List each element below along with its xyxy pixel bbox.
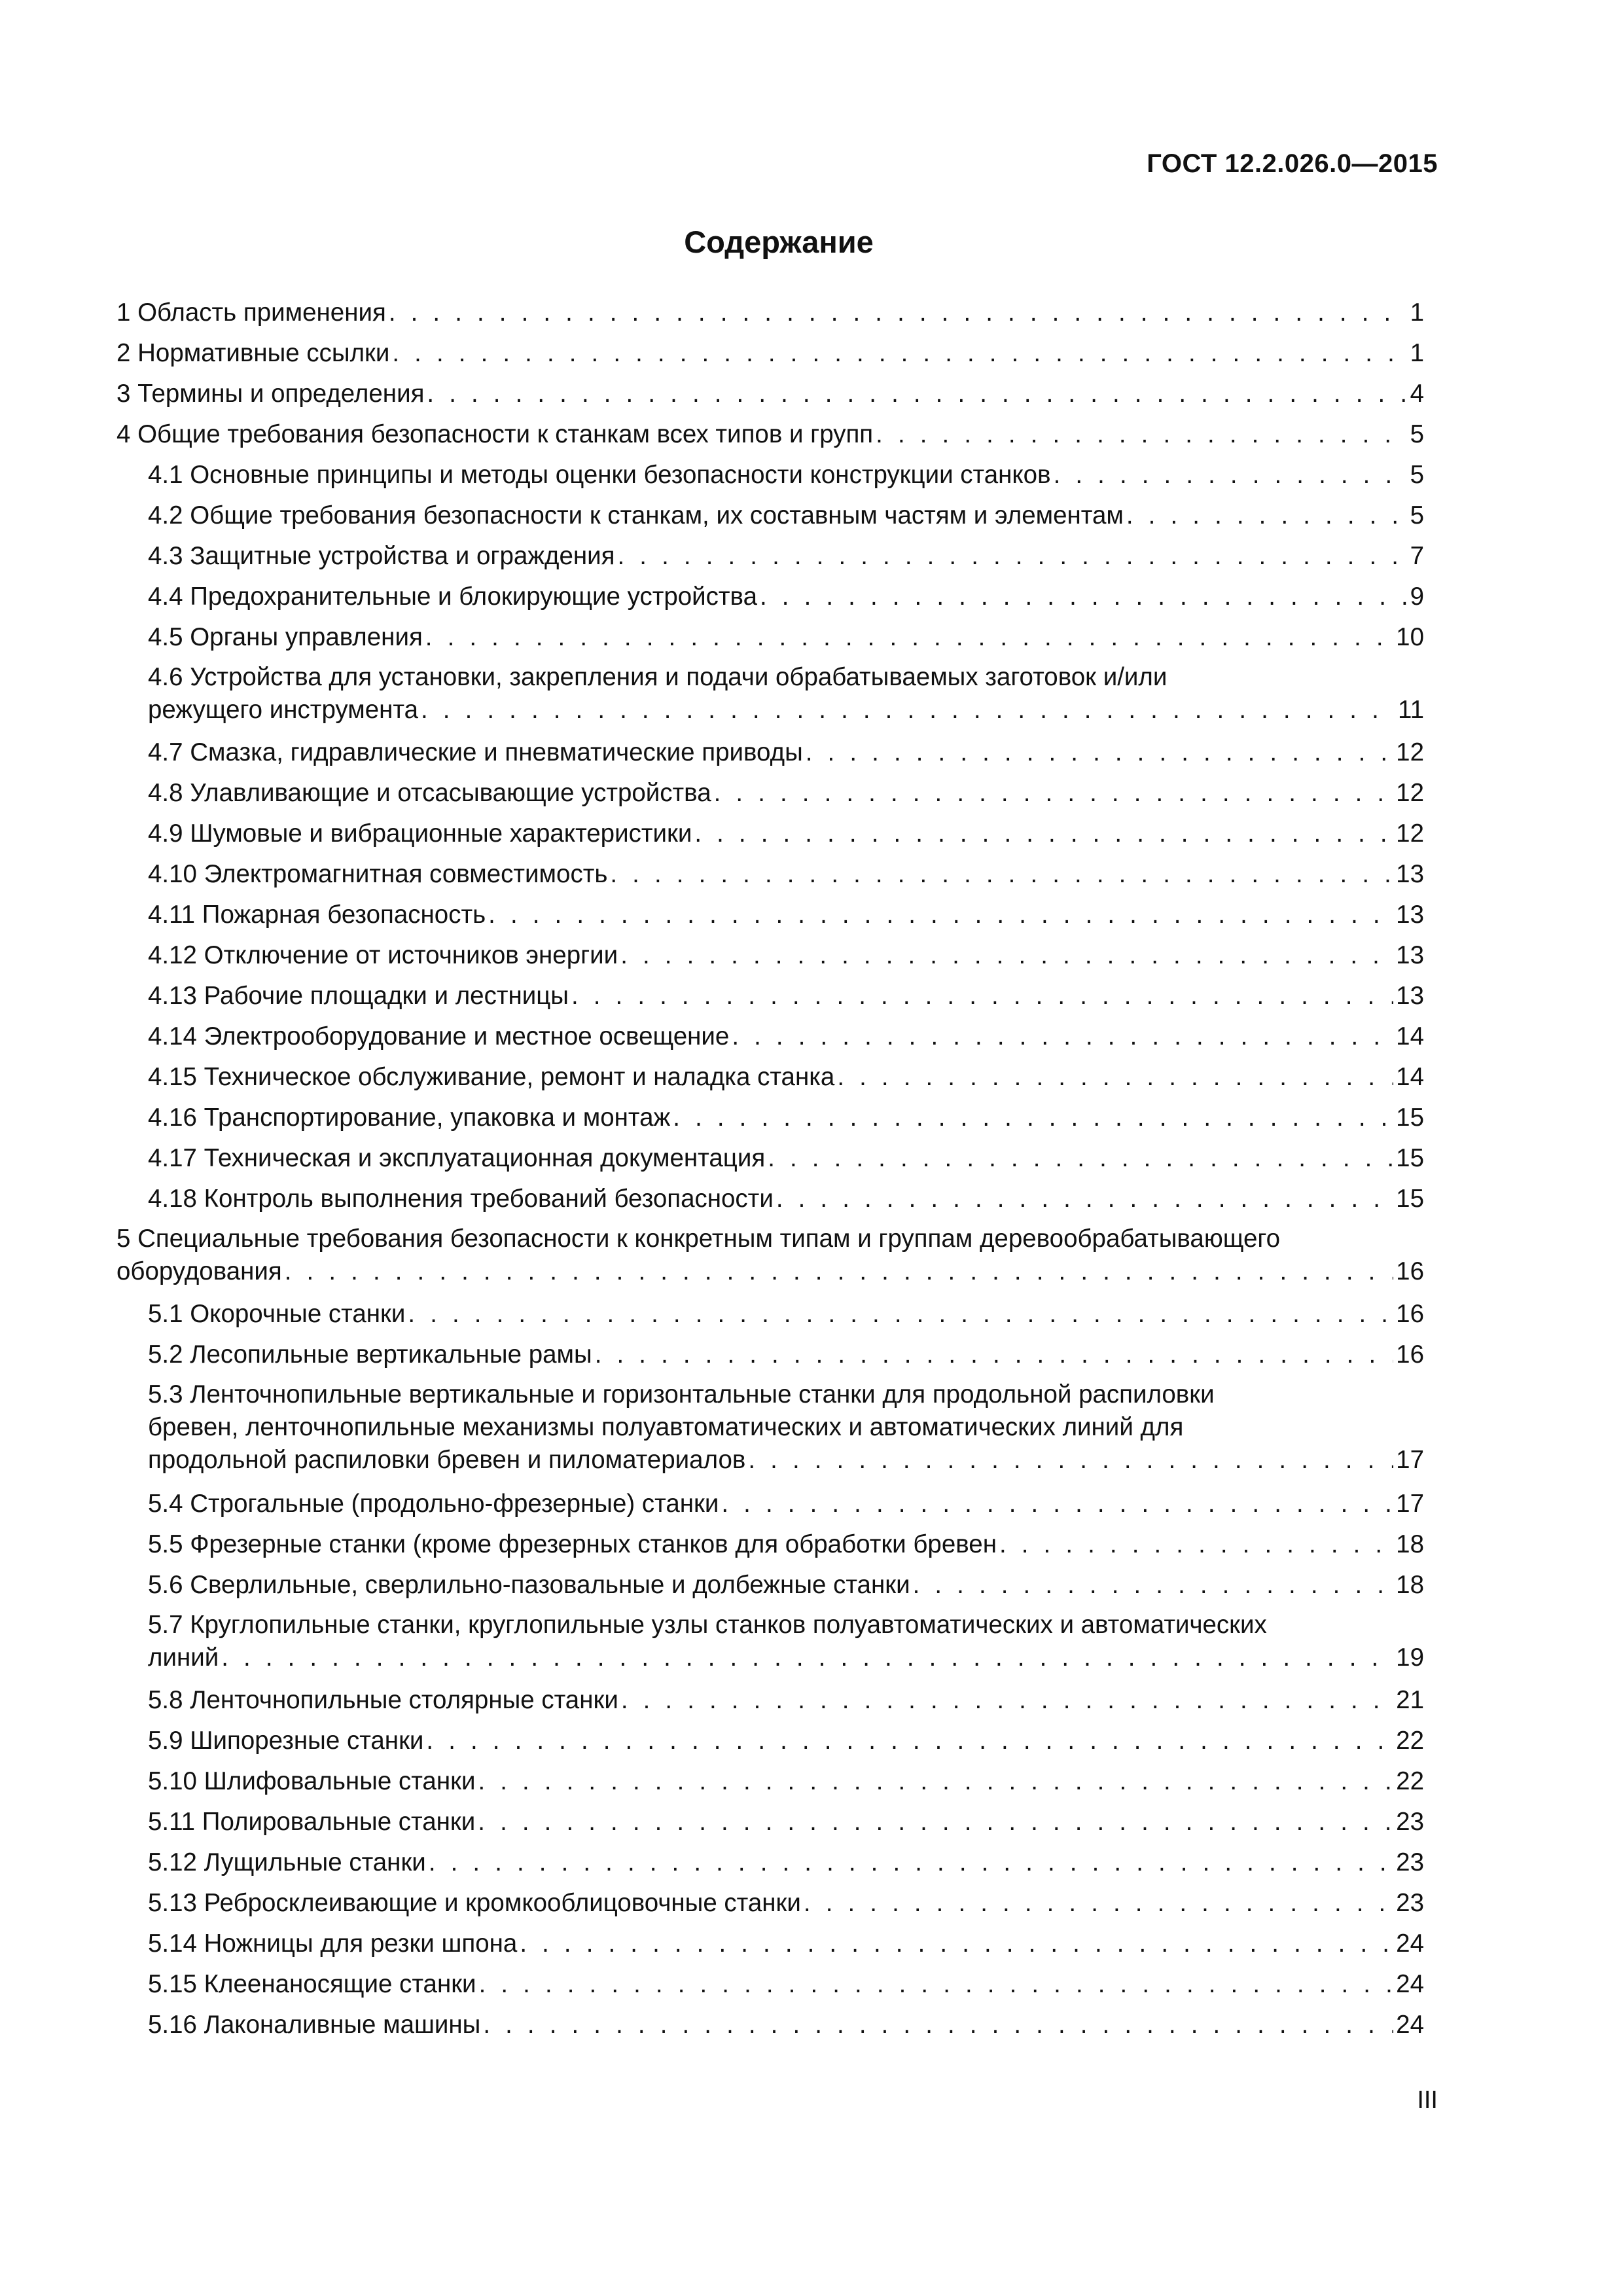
toc-leader-dots — [714, 776, 1394, 810]
toc-page-number: 23 — [1396, 1808, 1424, 1836]
toc-page-number: 11 — [1398, 696, 1424, 724]
toc-leader-dots — [620, 939, 1393, 973]
toc-leader-dots — [571, 979, 1393, 1013]
toc-leader-dots — [999, 1528, 1393, 1562]
toc-entry-text: 4.18 Контроль выполнения требований безопасности — [148, 1185, 774, 1213]
toc-page-number: 22 — [1396, 1767, 1424, 1795]
toc-leader-dots — [621, 1683, 1393, 1717]
toc-page-number: 12 — [1396, 738, 1424, 766]
toc-entry-text: 5.9 Шипорезные станки — [148, 1727, 424, 1755]
toc-leader-dots — [618, 539, 1408, 573]
toc-leader-dots — [1126, 499, 1408, 533]
toc-entry[interactable] — [116, 817, 1424, 851]
toc-leader-dots — [488, 898, 1393, 932]
toc-entry-text: 4.11 Пожарная безопасность — [148, 901, 486, 929]
toc-page-number: 15 — [1396, 1144, 1424, 1172]
toc-entry[interactable] — [116, 1297, 1424, 1331]
toc-leader-dots — [595, 1338, 1393, 1372]
toc-entry-text: 4.5 Органы управления — [148, 623, 423, 651]
toc-page-number: 16 — [1396, 1300, 1424, 1328]
toc-entry[interactable] — [116, 1568, 1424, 1602]
toc-entry[interactable] — [116, 418, 1424, 452]
toc-entry-text: 4.13 Рабочие площадки и лестницы — [148, 982, 569, 1010]
toc-page-number: 5 — [1410, 501, 1424, 529]
toc-leader-dots — [732, 1020, 1393, 1054]
toc-entry[interactable] — [116, 1805, 1424, 1839]
toc-entry-text: 5.8 Ленточнопильные столярные станки — [148, 1686, 618, 1714]
toc-entry[interactable] — [116, 776, 1424, 810]
toc-leader-dots — [221, 1641, 1393, 1674]
toc-entry[interactable] — [116, 1338, 1424, 1372]
toc-entry-text: бревен, ленточнопильные механизмы полуавтоматических и автоматических линий для — [148, 1413, 1184, 1441]
toc-entry[interactable] — [116, 1487, 1424, 1521]
toc-entry-text: 4.14 Электрооборудование и местное освещение — [148, 1022, 730, 1050]
toc-leader-dots — [804, 1886, 1393, 1920]
toc-entry[interactable] — [116, 1378, 1424, 1480]
toc-entry[interactable] — [116, 1967, 1424, 2001]
toc-entry-text: 4.9 Шумовые и вибрационные характеристики — [148, 819, 692, 848]
toc-entry[interactable] — [116, 1846, 1424, 1880]
toc-entry-text: 4.15 Техническое обслуживание, ремонт и наладка станка — [148, 1063, 835, 1091]
toc-page-number: 9 — [1410, 583, 1424, 611]
toc-entry[interactable] — [116, 458, 1424, 492]
toc-entry[interactable] — [116, 2008, 1424, 2042]
toc-entry-text: режущего инструмента — [148, 696, 418, 724]
toc-leader-dots — [429, 1846, 1393, 1880]
toc-entry-text: 4.2 Общие требования безопасности к станкам, их составным частям и элементам — [148, 501, 1124, 529]
toc-entry-text: 5.16 Лаконаливные машины — [148, 2011, 481, 2039]
toc-page-number: 17 — [1396, 1446, 1424, 1474]
toc-page-number: 5 — [1410, 420, 1424, 448]
toc-entry[interactable] — [116, 1886, 1424, 1920]
toc-entry-text: 5.11 Полировальные станки — [148, 1808, 476, 1836]
toc-entry-text: 5.2 Лесопильные вертикальные рамы — [148, 1340, 592, 1369]
toc-entry-text: 4.8 Улавливающие и отсасывающие устройства — [148, 779, 711, 807]
toc-entry-text: оборудования — [116, 1257, 282, 1285]
toc-leader-dots — [478, 1805, 1393, 1839]
toc-entry-text: продольной распиловки бревен и пиломатериалов — [148, 1446, 746, 1474]
toc-page-number: 14 — [1396, 1063, 1424, 1091]
toc-entry[interactable] — [116, 939, 1424, 973]
toc-entry-text: 5 Специальные требования безопасности к конкретным типам и группам деревообрабатывающего — [116, 1225, 1280, 1253]
toc-leader-dots — [760, 580, 1408, 614]
toc-leader-dots — [876, 418, 1407, 452]
toc-entry[interactable] — [116, 1020, 1424, 1054]
toc-page-number: 24 — [1396, 1970, 1424, 1998]
toc-entry-text: 5.10 Шлифовальные станки — [148, 1767, 476, 1795]
toc-leader-dots — [768, 1141, 1393, 1175]
toc-entry[interactable] — [116, 979, 1424, 1013]
toc-page-number: 1 — [1410, 339, 1424, 367]
toc-entry-text: 5.6 Сверлильные, сверлильно-пазовальные и долбежные станки — [148, 1571, 910, 1599]
toc-page-number: 18 — [1396, 1530, 1424, 1558]
toc-leader-dots — [721, 1487, 1393, 1521]
toc-entry[interactable] — [116, 1060, 1424, 1094]
toc-entry-text: 5.3 Ленточнопильные вертикальные и горизонтальные станки для продольной распиловки — [148, 1380, 1215, 1408]
toc-entry[interactable] — [116, 620, 1424, 655]
toc-page-number: 4 — [1410, 380, 1424, 408]
toc-page-number: 24 — [1396, 2011, 1424, 2039]
toc-leader-dots — [478, 1765, 1393, 1799]
toc-leader-dots — [776, 1182, 1393, 1216]
toc-page-number: 23 — [1396, 1889, 1424, 1917]
toc-entry-text: 4.1 Основные принципы и методы оценки безопасности конструкции станков — [148, 461, 1051, 489]
toc-leader-dots — [285, 1255, 1393, 1288]
toc-entry-text: 5.13 Ребросклеивающие и кромкооблицовочные станки — [148, 1889, 801, 1917]
toc-leader-dots — [427, 377, 1407, 411]
toc-page-number: 15 — [1396, 1103, 1424, 1132]
toc-entry[interactable] — [116, 1223, 1424, 1291]
toc-entry-text: 5.14 Ножницы для резки шпона — [148, 1929, 518, 1958]
toc-leader-dots — [520, 1927, 1393, 1961]
toc-entry-text: 5.4 Строгальные (продольно-фрезерные) станки — [148, 1490, 719, 1518]
toc-page-number: 13 — [1396, 941, 1424, 969]
toc-leader-dots — [421, 694, 1395, 726]
toc-entry-text: 4.16 Транспортирование, упаковка и монтаж — [148, 1103, 671, 1132]
toc-entry-text: 5.12 Лущильные станки — [148, 1848, 426, 1876]
toc-leader-dots — [673, 1101, 1393, 1135]
toc-leader-dots — [408, 1297, 1393, 1331]
toc-page-number: 23 — [1396, 1848, 1424, 1876]
toc-page-number: 13 — [1396, 982, 1424, 1010]
toc-entry-text: линий — [148, 1643, 219, 1672]
toc-entry-text: 5.15 Клеенаносящие станки — [148, 1970, 476, 1998]
toc-entry[interactable] — [116, 1182, 1424, 1216]
toc-entry[interactable] — [116, 1927, 1424, 1961]
page-header: ГОСТ 12.2.026.0—2015 — [1147, 149, 1438, 178]
toc-page-number: 17 — [1396, 1490, 1424, 1518]
toc-page-number: 16 — [1396, 1257, 1424, 1285]
toc-entry[interactable] — [116, 1765, 1424, 1799]
toc-entry[interactable] — [116, 539, 1424, 573]
table-of-contents — [116, 296, 1424, 2049]
toc-entry-text: 4.4 Предохранительные и блокирующие устройства — [148, 583, 757, 611]
toc-page-number: 13 — [1396, 901, 1424, 929]
toc-page-number: 16 — [1396, 1340, 1424, 1369]
toc-entry[interactable] — [116, 336, 1424, 370]
toc-leader-dots — [837, 1060, 1393, 1094]
toc-entry[interactable] — [116, 1101, 1424, 1135]
toc-page-number: 12 — [1396, 779, 1424, 807]
toc-entry[interactable] — [116, 499, 1424, 533]
toc-entry-text: 4 Общие требования безопасности к станкам всех типов и групп — [116, 420, 874, 448]
toc-entry-text: 4.17 Техническая и эксплуатационная документация — [148, 1144, 766, 1172]
toc-entry-text: 2 Нормативные ссылки — [116, 339, 390, 367]
toc-entry[interactable] — [116, 898, 1424, 932]
toc-entry-text: 4.7 Смазка, гидравлические и пневматические приводы — [148, 738, 803, 766]
toc-page-number: 10 — [1396, 623, 1424, 651]
toc-leader-dots — [426, 1724, 1393, 1758]
toc-page-number: 1 — [1410, 298, 1424, 327]
toc-leader-dots — [483, 2008, 1393, 2042]
toc-page-number: 5 — [1410, 461, 1424, 489]
toc-entry[interactable] — [116, 661, 1424, 729]
toc-entry[interactable] — [116, 1724, 1424, 1758]
toc-leader-dots — [392, 336, 1407, 370]
page-number: III — [1417, 2087, 1438, 2114]
toc-entry-text: 5.7 Круглопильные станки, круглопильные узлы станков полуавтоматических и автоматических — [148, 1611, 1267, 1639]
toc-page-number: 21 — [1396, 1686, 1424, 1714]
toc-entry[interactable] — [116, 1683, 1424, 1717]
toc-page-number: 14 — [1396, 1022, 1424, 1050]
toc-entry[interactable] — [116, 857, 1424, 891]
toc-page-number: 13 — [1396, 860, 1424, 888]
toc-leader-dots — [610, 857, 1393, 891]
toc-page-number: 22 — [1396, 1727, 1424, 1755]
toc-entry-text: 4.6 Устройства для установки, закрепления и подачи обрабатываемых заготовок и/или — [148, 663, 1168, 691]
toc-entry[interactable] — [116, 377, 1424, 411]
toc-page-number: 18 — [1396, 1571, 1424, 1599]
toc-leader-dots — [694, 817, 1393, 851]
toc-entry-text: 4.10 Электромагнитная совместимость — [148, 860, 608, 888]
toc-entry[interactable] — [116, 1609, 1424, 1677]
toc-leader-dots — [1054, 458, 1408, 492]
toc-entry[interactable] — [116, 1528, 1424, 1562]
toc-page-number: 7 — [1410, 542, 1424, 570]
toc-entry-text: 3 Термины и определения — [116, 380, 425, 408]
toc-entry-text: 5.1 Окорочные станки — [148, 1300, 406, 1328]
toc-entry[interactable] — [116, 580, 1424, 614]
toc-entry[interactable] — [116, 1141, 1424, 1175]
toc-entry[interactable] — [116, 736, 1424, 770]
toc-page-number: 19 — [1396, 1643, 1424, 1672]
toc-leader-dots — [479, 1967, 1394, 2001]
toc-page-number: 12 — [1396, 819, 1424, 848]
toc-entry-text: 4.12 Отключение от источников энергии — [148, 941, 618, 969]
toc-leader-dots — [913, 1568, 1394, 1602]
toc-entry-text: 1 Область применения — [116, 298, 386, 327]
toc-entry-text: 5.5 Фрезерные станки (кроме фрезерных станков для обработки бревен — [148, 1530, 997, 1558]
toc-leader-dots — [748, 1444, 1393, 1477]
toc-entry-text: 4.3 Защитные устройства и ограждения — [148, 542, 615, 570]
toc-leader-dots — [806, 736, 1393, 770]
toc-entry[interactable] — [116, 296, 1424, 330]
toc-leader-dots — [425, 620, 1393, 655]
toc-page-number: 24 — [1396, 1929, 1424, 1958]
toc-leader-dots — [389, 296, 1408, 330]
toc-page-number: 15 — [1396, 1185, 1424, 1213]
page-title: Содержание — [684, 224, 874, 259]
